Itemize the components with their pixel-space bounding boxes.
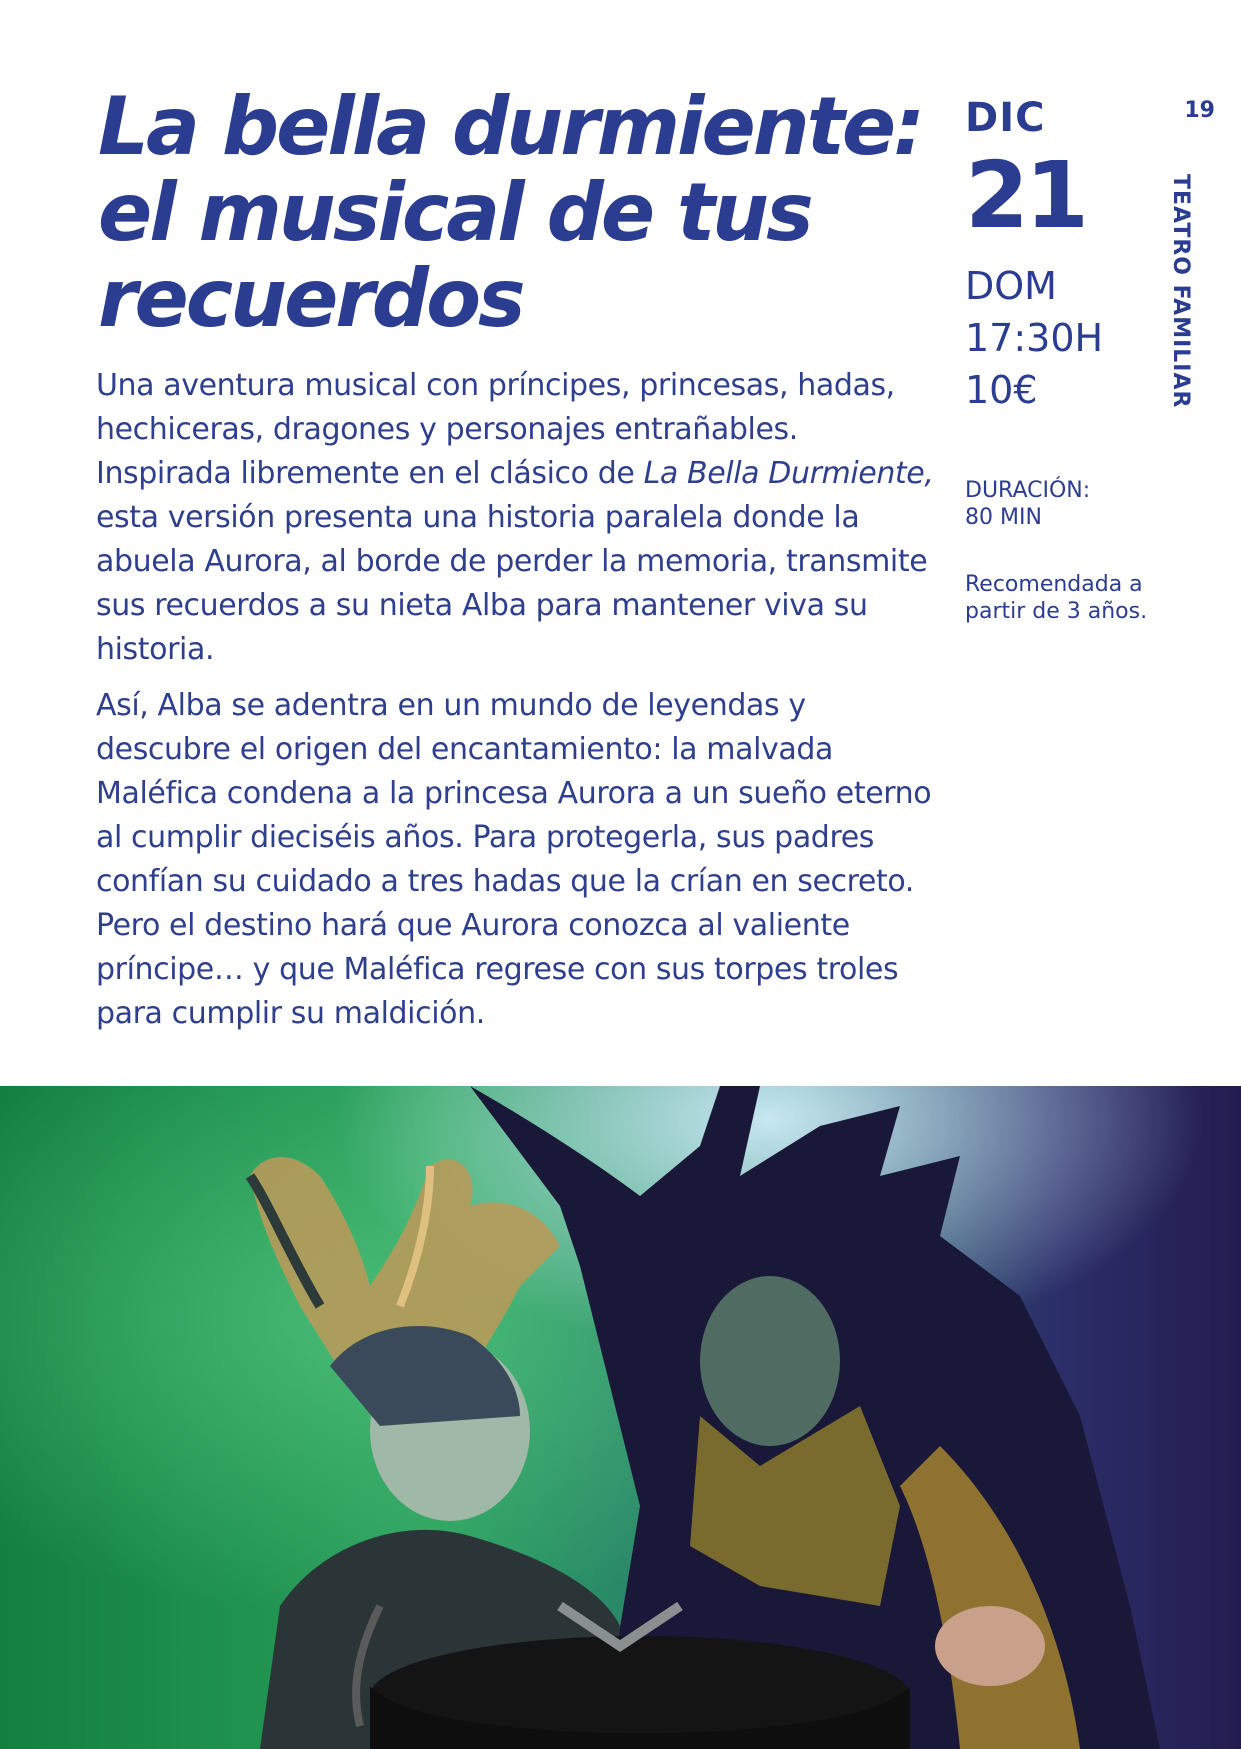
duration-value: 80 MIN [965,505,1042,530]
stage-photo-illustration [0,1086,1241,1749]
description-text: esta versión presenta una historia paralela donde la abuela Aurora, al borde de perder la memoria, transmite sus recuerdos a su nieta Alba para mantener viva su historia. [96,500,928,667]
event-month: DIC [965,95,1046,141]
event-weekday: DOM [965,264,1057,308]
event-time: 17:30H [965,316,1104,360]
event-price: 10€ [965,368,1038,412]
duration-label: DURACIÓN: [965,478,1091,503]
section-label: TEATRO FAMILIAR [1168,174,1193,409]
event-date-block [965,96,1165,416]
event-title: La bella durmiente: el musical de tus recuerdos [98,80,923,345]
page-number: 19 [1184,98,1215,123]
event-description [96,364,936,1048]
event-duration [965,477,1165,531]
age-recommendation: Recomendada a partir de 3 años. [965,572,1148,624]
description-paragraph-1 [96,364,936,672]
event-photo [0,1086,1241,1749]
work-title-italic: La Bella Durmiente, [643,456,934,491]
description-text: Una aventura musical con príncipes, princesas, hadas, hechiceras, dragones y personajes entrañables. Inspirada libremente en el clásico de [96,368,895,491]
event-day: 21 [965,142,1086,249]
description-paragraph-2: Así, Alba se adentra en un mundo de leyendas y descubre el origen del encantamiento: la malvada Maléfica condena a la princesa Aurora a un sueño eterno al cumplir dieciséis años. Para protegerla, sus padres confían su cuidado a tres hadas que la crían en secreto. Pero el destino hará que Aurora conozca al valiente príncipe… y que Maléfica regrese con sus torpes troles para cumplir su maldición. [96,688,932,1031]
